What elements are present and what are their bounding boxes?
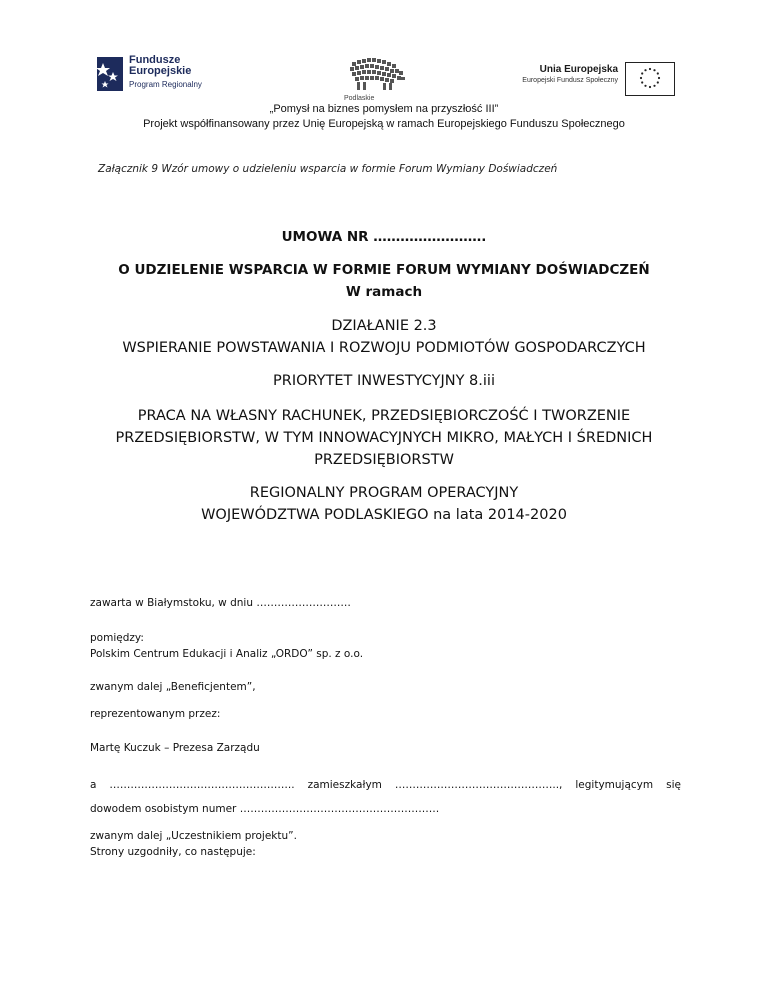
podlaskie-label: Podlaskie [344, 95, 375, 102]
participant-sie: się [666, 779, 681, 791]
priority-desc-line2: PRZEDSIĘBIORSTW, W TYM INNOWACYJNYCH MIKRO, MAŁYCH I ŚREDNICH [115, 430, 653, 446]
fe-logo-line1: Fundusze [129, 54, 181, 66]
cofinance-note: Projekt współfinansowany przez Unię Europejską w ramach Europejskiego Funduszu Społecznego [143, 118, 625, 130]
action-number: DZIAŁANIE 2.3 [331, 318, 437, 334]
eu-line2: Europejski Fundusz Społeczny [522, 77, 618, 84]
eu-flag-icon [625, 62, 675, 96]
bison-icon [338, 54, 418, 96]
annex-title: Załącznik 9 Wzór umowy o udzieleniu wsparcia w formie Forum Wymiany Doświadczeń [98, 163, 558, 175]
fe-logo-line2: Europejskie [129, 65, 192, 77]
participant-address-dots: ……………………………………….., [394, 779, 563, 791]
priority-desc-line1: PRACA NA WŁASNY RACHUNEK, PRZEDSIĘBIORCZOŚĆ I TWORZENIE [137, 408, 631, 424]
party1-name: Polskim Centrum Edukacji i Analiz „ORDO” sp. z o.o. [90, 648, 364, 660]
within-label: W ramach [345, 284, 423, 300]
podlaskie-logo [338, 54, 418, 102]
fe-logo-line3: Program Regionalny [129, 80, 202, 89]
program-line2: WOJEWÓDZTWA PODLASKIEGO na lata 2014-2020 [201, 507, 567, 523]
eu-line1: Unia Europejska [539, 64, 618, 75]
program-line1: REGIONALNY PROGRAM OPERACYJNY [249, 485, 519, 501]
represented-by-label: reprezentowanym przez: [90, 708, 221, 720]
eu-text [522, 64, 618, 84]
action-name: WSPIERANIE POWSTAWANIA I ROZWOJU PODMIOTÓW GOSPODARCZYCH [122, 340, 646, 356]
participant-identified-label: legitymującym [575, 779, 654, 791]
participant-clause: zwanym dalej „Uczestnikiem projektu”. [90, 830, 297, 842]
investment-priority: PRIORYTET INWESTYCYJNY 8.iii [273, 373, 495, 389]
participant-residing-label: zamieszkałym [307, 779, 382, 791]
beneficiary-clause: zwanym dalej „Beneficjentem”, [90, 681, 256, 693]
representative-name: Martę Kuczuk – Prezesa Zarządu [90, 742, 260, 754]
participant-line [90, 779, 681, 791]
participant-name-dots: …………………………………………….. [109, 779, 295, 791]
contract-subject: O UDZIELENIE WSPARCIA W FORMIE FORUM WYMIANY DOŚWIADCZEŃ [118, 262, 650, 278]
contract-number: UMOWA NR ……………………. [281, 229, 487, 245]
id-card-line: dowodem osobistym numer ………………………………………………… [90, 803, 440, 815]
concluded-line: zawarta w Białymstoku, w dniu ……………………… [90, 597, 351, 609]
priority-desc-line3: PRZEDSIĘBIORSTW [314, 452, 454, 468]
fundusze-europejskie-logo [95, 55, 245, 97]
agreed-line: Strony uzgodniły, co następuje: [90, 846, 256, 858]
between-label: pomiędzy: [90, 632, 144, 644]
project-motto: „Pomysł na biznes pomysłem na przyszłość III” [269, 103, 499, 115]
participant-line-a: a [90, 779, 97, 791]
fe-star-mark-icon [95, 57, 125, 91]
